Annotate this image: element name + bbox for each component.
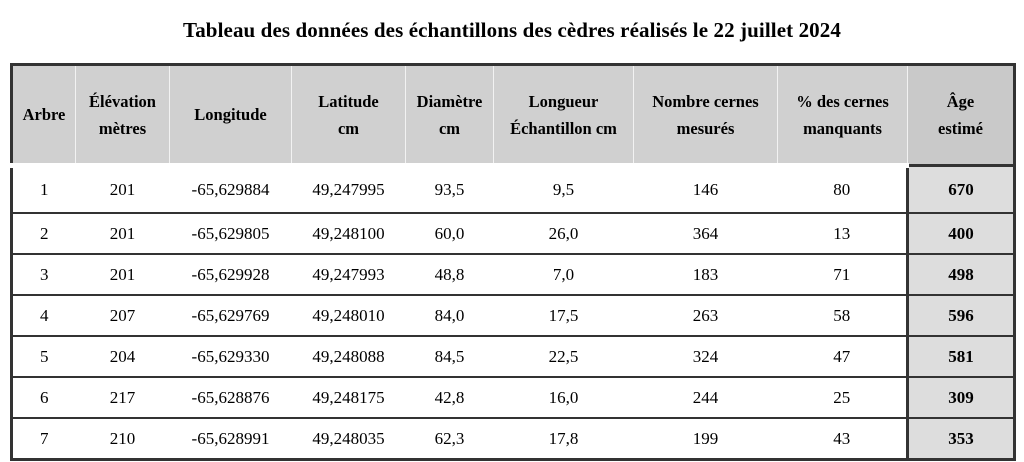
header-longueur: Longueur Échantillon cm [494, 65, 634, 166]
cell-longitude: -65,629769 [170, 295, 292, 336]
cell-age: 309 [908, 377, 1015, 418]
cell-elevation: 201 [76, 254, 170, 295]
cell-latitude: 49,247995 [292, 166, 406, 214]
cell-longueur: 9,5 [494, 166, 634, 214]
table-row [12, 295, 1015, 336]
cell-diametre: 84,0 [406, 295, 494, 336]
cell-longitude: -65,629330 [170, 336, 292, 377]
cell-latitude: 49,248035 [292, 418, 406, 460]
header-latitude: Latitude cm [292, 65, 406, 166]
cell-age: 400 [908, 213, 1015, 254]
cell-longitude: -65,629928 [170, 254, 292, 295]
cell-arbre: 2 [12, 213, 76, 254]
table-row [12, 254, 1015, 295]
cell-latitude: 49,247993 [292, 254, 406, 295]
cell-nombre-cernes: 146 [634, 166, 778, 214]
cell-diametre: 42,8 [406, 377, 494, 418]
table-row [12, 166, 1015, 214]
cell-pct-manquants: 71 [778, 254, 908, 295]
table-title: Tableau des données des échantillons des cèdres réalisés le 22 juillet 2024 [183, 18, 841, 42]
cell-arbre: 4 [12, 295, 76, 336]
cell-longueur: 17,5 [494, 295, 634, 336]
cell-age: 596 [908, 295, 1015, 336]
cell-latitude: 49,248100 [292, 213, 406, 254]
cell-arbre: 3 [12, 254, 76, 295]
cell-elevation: 201 [76, 213, 170, 254]
cell-pct-manquants: 13 [778, 213, 908, 254]
header-longitude: Longitude [170, 65, 292, 166]
table-row [12, 377, 1015, 418]
cell-longitude: -65,628991 [170, 418, 292, 460]
cell-latitude: 49,248175 [292, 377, 406, 418]
cell-latitude: 49,248010 [292, 295, 406, 336]
cell-longueur: 16,0 [494, 377, 634, 418]
table-body [12, 166, 1015, 460]
cell-longitude: -65,628876 [170, 377, 292, 418]
cell-diametre: 84,5 [406, 336, 494, 377]
cedar-samples-table [10, 63, 1016, 461]
cell-elevation: 207 [76, 295, 170, 336]
table-row [12, 336, 1015, 377]
header-arbre: Arbre [12, 65, 76, 166]
cell-diametre: 93,5 [406, 166, 494, 214]
cell-pct-manquants: 80 [778, 166, 908, 214]
cell-arbre: 7 [12, 418, 76, 460]
table-row [12, 418, 1015, 460]
header-pct-manquants: % des cernes manquants [778, 65, 908, 166]
cell-longueur: 22,5 [494, 336, 634, 377]
table-row [12, 213, 1015, 254]
cell-arbre: 5 [12, 336, 76, 377]
cell-pct-manquants: 25 [778, 377, 908, 418]
cell-longueur: 7,0 [494, 254, 634, 295]
cell-age: 353 [908, 418, 1015, 460]
header-row [12, 65, 1015, 166]
cell-age: 581 [908, 336, 1015, 377]
cell-longueur: 26,0 [494, 213, 634, 254]
cell-arbre: 1 [12, 166, 76, 214]
cell-nombre-cernes: 199 [634, 418, 778, 460]
header-age: Âge estimé [908, 65, 1015, 166]
cell-diametre: 60,0 [406, 213, 494, 254]
cell-elevation: 204 [76, 336, 170, 377]
cell-nombre-cernes: 183 [634, 254, 778, 295]
cell-diametre: 62,3 [406, 418, 494, 460]
cell-pct-manquants: 43 [778, 418, 908, 460]
cell-longitude: -65,629884 [170, 166, 292, 214]
cell-nombre-cernes: 324 [634, 336, 778, 377]
cell-latitude: 49,248088 [292, 336, 406, 377]
cell-elevation: 210 [76, 418, 170, 460]
cell-age: 498 [908, 254, 1015, 295]
cell-age: 670 [908, 166, 1015, 214]
cell-nombre-cernes: 263 [634, 295, 778, 336]
cell-longueur: 17,8 [494, 418, 634, 460]
header-elevation: Élévation mètres [76, 65, 170, 166]
cell-pct-manquants: 58 [778, 295, 908, 336]
header-diametre: Diamètre cm [406, 65, 494, 166]
cell-nombre-cernes: 364 [634, 213, 778, 254]
cell-nombre-cernes: 244 [634, 377, 778, 418]
cell-arbre: 6 [12, 377, 76, 418]
header-nombre-cernes: Nombre cernes mesurés [634, 65, 778, 166]
cell-elevation: 201 [76, 166, 170, 214]
cell-diametre: 48,8 [406, 254, 494, 295]
cell-elevation: 217 [76, 377, 170, 418]
cell-pct-manquants: 47 [778, 336, 908, 377]
cell-longitude: -65,629805 [170, 213, 292, 254]
